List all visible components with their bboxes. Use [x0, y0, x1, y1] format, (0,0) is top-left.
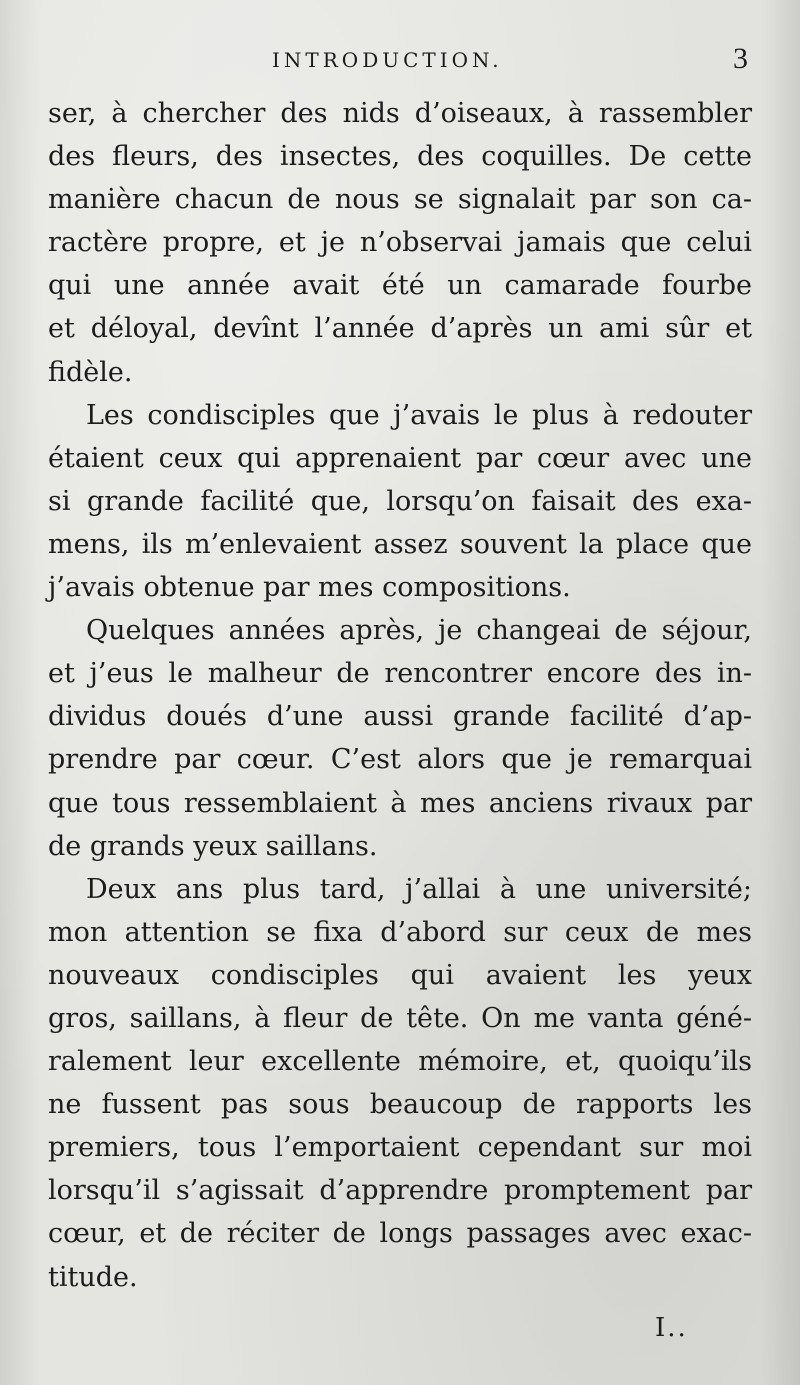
paragraph [48, 92, 752, 394]
page-header [0, 42, 800, 82]
text-line: gros, saillans, à fleur de tête. On me vanta géné- [48, 1002, 752, 1034]
text-line: titude. [48, 1261, 138, 1293]
text-line: lorsqu’il s’agissait d’apprendre promptement par [48, 1175, 752, 1207]
paragraph [48, 609, 752, 868]
text-line: ractère propre, et je n’observai jamais que celui [48, 227, 752, 259]
running-title: INTRODUCTION. [272, 48, 503, 72]
text-line: ser, à chercher des nids d’oiseaux, à rassembler [48, 98, 752, 129]
text-line: que tous ressemblaient à mes anciens rivaux par [48, 787, 752, 819]
text-line: nouveaux condisciples qui avaient les yeux [48, 959, 752, 991]
page-number: 3 [733, 42, 748, 75]
text-line: ne fussent pas sous beaucoup de rapports les [48, 1089, 752, 1121]
text-line: Quelques années après, je changeai de séjour, [86, 615, 752, 647]
text-line: dividus doués d’une aussi grande facilité d’ap- [48, 701, 752, 733]
text-line: mens, ils m’enlevaient assez souvent la place que [48, 528, 752, 560]
text-line: étaient ceux qui apprenaient par cœur avec une [48, 442, 752, 474]
text-line: qui une année avait été un camarade fourbe [48, 270, 752, 302]
text-line: ralement leur excellente mémoire, et, quoiqu’ils [48, 1046, 752, 1078]
paragraph [48, 394, 752, 609]
text-line: mon attention se fixa d’abord sur ceux de mes [48, 916, 752, 948]
text-line: des fleurs, des insectes, des coquilles. De cette [48, 141, 752, 173]
text-line: fidèle. [48, 356, 133, 388]
text-line: de grands yeux saillans. [48, 830, 378, 862]
text-line: premiers, tous l’emportaient cependant sur moi [48, 1132, 752, 1164]
signature-mark: I.. [655, 1313, 688, 1343]
text-line: manière chacun de nous se signalait par son ca- [48, 184, 752, 216]
text-line: si grande facilité que, lorsqu’on faisait des exa- [48, 485, 752, 517]
text-line: prendre par cœur. C’est alors que je remarquai [48, 744, 752, 776]
paragraph [48, 868, 752, 1299]
text-line: j’avais obtenue par mes compositions. [48, 572, 571, 604]
text-line: Les condisciples que j’avais le plus à redouter [86, 399, 752, 431]
text-line: et j’eus le malheur de rencontrer encore des in- [48, 658, 752, 690]
text-line: et déloyal, devînt l’année d’après un ami sûr et [48, 313, 752, 345]
body-text [48, 92, 752, 1299]
text-line: Deux ans plus tard, j’allai à une université; [86, 873, 752, 905]
text-line: cœur, et de réciter de longs passages avec exac- [48, 1218, 752, 1250]
